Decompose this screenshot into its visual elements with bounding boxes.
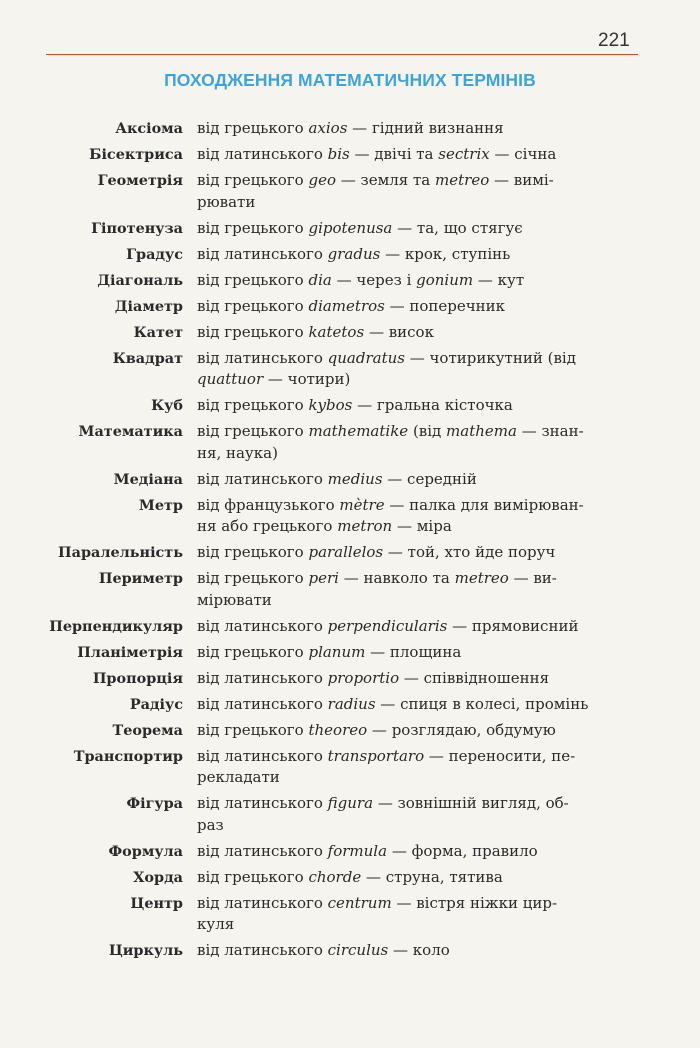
definition-text: — гідний визнання bbox=[347, 119, 504, 137]
definition-text: — та, що стягує bbox=[392, 218, 523, 237]
glossary-entry bbox=[0, 296, 700, 318]
definition-text: — крок, ступінь bbox=[380, 244, 511, 263]
glossary-entry bbox=[0, 270, 700, 292]
definition-text: від латинського bbox=[197, 794, 328, 812]
glossary-term: Радіус bbox=[129, 695, 183, 713]
definition-line bbox=[197, 495, 627, 517]
definition-text: — вимі- bbox=[489, 171, 554, 189]
definition-line bbox=[197, 348, 627, 370]
definition-text: від грецького bbox=[197, 270, 309, 289]
glossary-definition bbox=[197, 322, 627, 344]
definition-text: — струна, тятива bbox=[361, 867, 503, 886]
glossary-entry bbox=[0, 616, 700, 638]
glossary-definition bbox=[197, 218, 627, 240]
definition-line bbox=[197, 590, 627, 612]
definition-text: від грецького bbox=[197, 422, 309, 440]
glossary-entry bbox=[0, 348, 700, 391]
glossary-definition bbox=[197, 170, 627, 213]
definition-text: від грецького bbox=[197, 720, 309, 739]
definition-text: — коло bbox=[388, 941, 450, 959]
etymon-word: parallelos bbox=[308, 543, 384, 561]
etymon-word: planum bbox=[308, 642, 366, 661]
etymon-word: geo bbox=[308, 171, 336, 189]
glossary-term: Бісектриса bbox=[89, 146, 183, 163]
glossary-entry bbox=[0, 495, 700, 538]
etymon-word: quattuor bbox=[197, 370, 264, 388]
page-title: ПОХОДЖЕННЯ МАТЕМАТИЧНИХ ТЕРМІНІВ bbox=[164, 70, 536, 90]
definition-text: від грецького bbox=[197, 642, 309, 661]
glossary-entry bbox=[0, 720, 700, 742]
definition-line bbox=[197, 542, 627, 564]
glossary-entry bbox=[0, 218, 700, 240]
glossary-entry bbox=[0, 144, 700, 166]
definition-line bbox=[197, 395, 627, 417]
definition-text: — форма, правило bbox=[387, 841, 538, 860]
glossary-definition bbox=[197, 867, 627, 889]
glossary-term: Перпендикуляр bbox=[49, 617, 183, 635]
definition-text: від грецького bbox=[197, 867, 309, 886]
etymon-word: dia bbox=[308, 270, 332, 289]
glossary-definition bbox=[197, 118, 627, 140]
glossary-term: Діаметр bbox=[114, 297, 183, 315]
definition-line bbox=[197, 841, 627, 863]
definition-text: — земля та bbox=[335, 171, 436, 189]
definition-line bbox=[197, 893, 627, 915]
definition-line bbox=[197, 144, 627, 166]
definition-text: від латинського bbox=[197, 145, 328, 163]
glossary-entry bbox=[0, 469, 700, 491]
definition-text: — міра bbox=[392, 517, 452, 535]
definition-line bbox=[197, 469, 627, 491]
glossary-definition bbox=[197, 568, 627, 611]
definition-line bbox=[197, 914, 627, 936]
definition-line bbox=[197, 296, 627, 318]
glossary-term: Куб bbox=[151, 397, 183, 414]
glossary-definition bbox=[197, 642, 627, 664]
glossary-term: Медіана bbox=[113, 470, 183, 488]
definition-line bbox=[197, 270, 627, 292]
etymon-word: perpendicularis bbox=[327, 616, 448, 635]
etymon-word: formula bbox=[327, 841, 388, 860]
etymon-word: metron bbox=[337, 517, 393, 535]
etymon-word: figura bbox=[327, 794, 374, 812]
glossary-entry bbox=[0, 841, 700, 863]
glossary-definition bbox=[197, 395, 627, 417]
glossary-entry bbox=[0, 244, 700, 266]
glossary-definition bbox=[197, 720, 627, 742]
definition-text: куля bbox=[197, 915, 235, 933]
etymon-word: metreo bbox=[435, 171, 490, 189]
glossary-definition bbox=[197, 144, 627, 166]
definition-line bbox=[197, 369, 627, 391]
definition-line bbox=[197, 192, 627, 214]
glossary-definition bbox=[197, 940, 627, 962]
glossary-term: Градус bbox=[126, 245, 183, 263]
definition-line bbox=[197, 516, 627, 538]
glossary-definition bbox=[197, 694, 627, 716]
definition-text: — палка для вимірюван- bbox=[384, 495, 584, 514]
glossary-term: Геометрія bbox=[97, 172, 183, 189]
glossary-term: Математика bbox=[78, 423, 183, 440]
glossary-entry bbox=[0, 746, 700, 789]
glossary-term: Паралельність bbox=[58, 544, 183, 561]
definition-line bbox=[197, 767, 627, 789]
glossary-entry bbox=[0, 568, 700, 611]
definition-text: від латинського bbox=[197, 841, 328, 860]
glossary-entry bbox=[0, 118, 700, 140]
glossary-definition bbox=[197, 296, 627, 318]
glossary-entry bbox=[0, 170, 700, 213]
etymon-word: bis bbox=[327, 145, 350, 163]
definition-text: від грецького bbox=[197, 218, 309, 237]
glossary-term: Центр bbox=[130, 894, 183, 912]
definition-line bbox=[197, 746, 627, 768]
definition-text: від грецького bbox=[197, 543, 309, 561]
etymon-word: chorde bbox=[308, 867, 362, 886]
etymon-word: gradus bbox=[327, 244, 381, 263]
definition-line bbox=[197, 940, 627, 962]
etymon-word: diametros bbox=[308, 296, 385, 315]
glossary-definition bbox=[197, 348, 627, 391]
etymon-word: metreo bbox=[454, 569, 509, 587]
definition-text: від латинського bbox=[197, 746, 328, 765]
etymon-word: circulus bbox=[327, 941, 389, 959]
definition-text: від латинського bbox=[197, 668, 328, 687]
definition-text: — двічі та bbox=[349, 145, 439, 163]
definition-text: — зовнішній вигляд, об- bbox=[373, 794, 569, 812]
etymon-word: mathematike bbox=[308, 422, 409, 440]
glossary-entry bbox=[0, 542, 700, 564]
definition-text: від латинського bbox=[197, 616, 328, 635]
glossary-definition bbox=[197, 270, 627, 292]
definition-text: — переносити, пе- bbox=[424, 746, 576, 765]
definition-text: — поперечник bbox=[384, 296, 506, 315]
glossary-definition bbox=[197, 616, 627, 638]
etymon-word: gonium bbox=[416, 270, 474, 289]
etymon-word: medius bbox=[327, 469, 383, 488]
glossary-entry bbox=[0, 867, 700, 889]
definition-line bbox=[197, 443, 627, 465]
definition-line bbox=[197, 668, 627, 690]
definition-text: — висок bbox=[364, 322, 434, 341]
definition-text: — прямовисний bbox=[447, 616, 579, 635]
glossary-definition bbox=[197, 495, 627, 538]
etymon-word: proportio bbox=[327, 668, 400, 687]
glossary-definition bbox=[197, 542, 627, 564]
definition-text: ня, наука) bbox=[197, 443, 278, 462]
glossary-definition bbox=[197, 793, 627, 836]
header-divider bbox=[46, 54, 638, 55]
definition-text: — площина bbox=[365, 642, 462, 661]
etymon-word: mètre bbox=[339, 495, 385, 514]
glossary-term: Квадрат bbox=[112, 349, 183, 367]
etymon-word: gipotenusa bbox=[308, 218, 393, 237]
glossary-term: Теорема bbox=[112, 721, 183, 739]
glossary-definition bbox=[197, 421, 627, 464]
glossary-entry bbox=[0, 395, 700, 417]
glossary-term: Периметр bbox=[98, 570, 183, 587]
definition-line bbox=[197, 244, 627, 266]
definition-text: — гральна кісточка bbox=[352, 396, 513, 414]
glossary-term: Діагональ bbox=[97, 271, 183, 289]
definition-text: від грецького bbox=[197, 396, 309, 414]
etymon-word: transportaro bbox=[327, 746, 425, 765]
definition-text: від латинського bbox=[197, 244, 328, 263]
definition-text: від грецького bbox=[197, 296, 309, 315]
etymon-word: kybos bbox=[308, 396, 353, 414]
definition-text: — через і bbox=[331, 270, 417, 289]
definition-line bbox=[197, 815, 627, 837]
definition-text: рекладати bbox=[197, 768, 280, 786]
definition-text: від латинського bbox=[197, 469, 328, 488]
glossary-entry bbox=[0, 793, 700, 836]
definition-text: — знан- bbox=[516, 422, 584, 440]
definition-line bbox=[197, 694, 627, 716]
definition-line bbox=[197, 218, 627, 240]
etymon-word: quadratus bbox=[327, 348, 405, 367]
definition-text: від грецького bbox=[197, 322, 309, 341]
definition-text: мірювати bbox=[197, 590, 272, 609]
definition-text: раз bbox=[197, 815, 224, 834]
definition-text: — кут bbox=[473, 270, 525, 289]
etymon-word: peri bbox=[308, 569, 339, 587]
definition-text: від грецького bbox=[197, 569, 309, 587]
glossary-term: Фігура bbox=[126, 795, 183, 812]
glossary-term: Циркуль bbox=[108, 942, 183, 959]
glossary-entry bbox=[0, 893, 700, 936]
definition-line bbox=[197, 616, 627, 638]
glossary-term: Аксіома bbox=[115, 120, 183, 137]
definition-text: — той, хто йде поруч bbox=[383, 543, 556, 561]
etymon-word: katetos bbox=[308, 322, 365, 341]
definition-text: від латинського bbox=[197, 941, 328, 959]
definition-text: — спиця в колесі, промінь bbox=[375, 694, 589, 713]
etymon-word: mathema bbox=[446, 422, 517, 440]
glossary-definition bbox=[197, 893, 627, 936]
glossary-term: Катет bbox=[133, 323, 183, 341]
glossary-definition bbox=[197, 244, 627, 266]
definition-line bbox=[197, 642, 627, 664]
glossary-entry bbox=[0, 668, 700, 690]
definition-line bbox=[197, 421, 627, 443]
definition-line bbox=[197, 170, 627, 192]
definition-text: — співвідношення bbox=[399, 668, 550, 687]
definition-text: — середній bbox=[382, 469, 477, 488]
glossary-definition bbox=[197, 668, 627, 690]
etymon-word: centrum bbox=[327, 893, 392, 912]
glossary-term: Хорда bbox=[133, 868, 183, 886]
definition-text: — чотирикутний (від bbox=[404, 348, 576, 367]
definition-text: від латинського bbox=[197, 694, 328, 713]
etymon-word: theoreo bbox=[308, 720, 368, 739]
page-number: 221 bbox=[598, 30, 630, 51]
definition-text: — навколо та bbox=[338, 569, 455, 587]
glossary-entry bbox=[0, 940, 700, 962]
definition-line bbox=[197, 568, 627, 590]
definition-text: ня або грецького bbox=[197, 517, 338, 535]
glossary-term: Гіпотенуза bbox=[91, 219, 183, 237]
glossary-term: Формула bbox=[108, 842, 183, 860]
etymon-word: axios bbox=[308, 119, 348, 137]
definition-text: — чотири) bbox=[263, 370, 351, 388]
glossary-entry bbox=[0, 421, 700, 464]
definition-text: від латинського bbox=[197, 893, 328, 912]
glossary-term: Транспортир bbox=[73, 747, 183, 765]
definition-text: — вістря ніжки цир- bbox=[391, 893, 558, 912]
definition-text: — розглядаю, обдумую bbox=[367, 720, 556, 739]
definition-text: (від bbox=[408, 422, 447, 440]
definition-text: від грецького bbox=[197, 119, 309, 137]
glossary-entry bbox=[0, 694, 700, 716]
glossary-entry bbox=[0, 322, 700, 344]
glossary-term: Пропорція bbox=[92, 669, 183, 687]
glossary-term: Планіметрія bbox=[77, 643, 183, 661]
definition-text: рювати bbox=[197, 192, 256, 211]
glossary-definition bbox=[197, 841, 627, 863]
definition-text: — ви- bbox=[508, 569, 557, 587]
glossary-definition bbox=[197, 746, 627, 789]
etymon-word: sectrix bbox=[438, 145, 490, 163]
definition-text: від латинського bbox=[197, 348, 328, 367]
glossary-term: Метр bbox=[138, 496, 183, 514]
definition-line bbox=[197, 322, 627, 344]
definition-line bbox=[197, 793, 627, 815]
glossary-entry bbox=[0, 642, 700, 664]
glossary-list bbox=[0, 118, 700, 966]
etymon-word: radius bbox=[327, 694, 376, 713]
definition-text: від французького bbox=[197, 495, 340, 514]
definition-text: — січна bbox=[489, 145, 557, 163]
glossary-definition bbox=[197, 469, 627, 491]
definition-line bbox=[197, 720, 627, 742]
definition-text: від грецького bbox=[197, 171, 309, 189]
definition-line bbox=[197, 118, 627, 140]
definition-line bbox=[197, 867, 627, 889]
